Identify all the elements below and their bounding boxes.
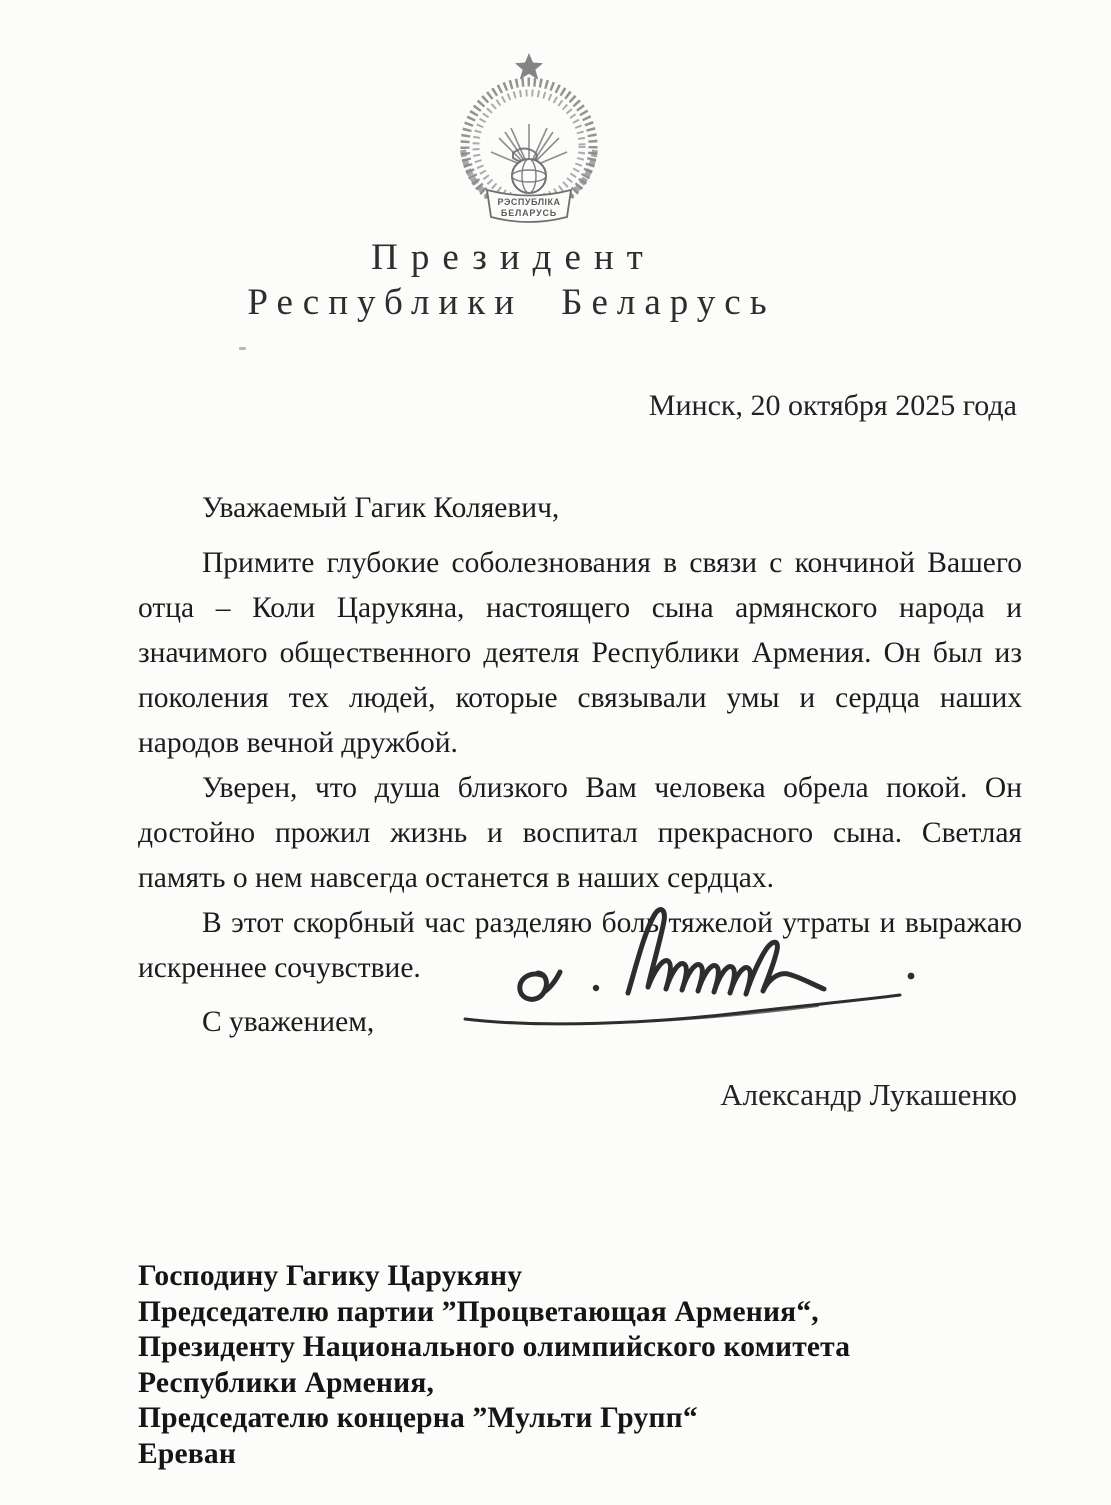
letterhead-title-line1: Президент xyxy=(371,237,656,278)
emblem-ribbon-line1: РЭСПУБЛІКА xyxy=(497,197,561,207)
addressee-line: Ереван xyxy=(138,1437,237,1470)
coat-of-arms-belarus-icon xyxy=(443,50,615,226)
addressee-line: Господину Гагику Царукяну xyxy=(138,1260,523,1292)
paragraph-1: Примите глубокие соболезнования в связи с кончиной Вашего отца – Коли Царукяна, настоящего сына армянского народа и значимого общественного деятеля Республики Армения. Он был из поколения тех людей, которые связывали умы и сердца наших народов вечной дружбой. xyxy=(138,547,1022,759)
letterhead-title-line2: Республики Беларусь xyxy=(247,282,776,323)
scan-artifact xyxy=(239,347,246,350)
dateline: Минск, 20 октября 2025 года xyxy=(648,389,1017,422)
addressee-line: Председателю концерна ”Мульти Групп“ xyxy=(138,1402,698,1435)
paragraph-2: Уверен, что душа близкого Вам человека обрела покой. Он достойно прожил жизнь и воспитал прекрасного сына. Светлая память о нем навсегда останется в наших сердцах. xyxy=(138,772,1022,894)
addressee-line: Председателю партии ”Процветающая Армения“, xyxy=(138,1295,819,1328)
addressee-line: Республики Армения, xyxy=(138,1366,435,1399)
emblem-ribbon-line2: БЕЛАРУСЬ xyxy=(500,208,558,218)
signer-name: Александр Лукашенко xyxy=(720,1077,1017,1112)
addressee-block xyxy=(138,1259,850,1473)
closing-phrase: С уважением, xyxy=(202,1006,375,1038)
addressee-line: Президенту Национального олимпийского комитета xyxy=(138,1331,851,1364)
signature-handwritten-icon xyxy=(448,900,926,1050)
paragraph-3: В этот скорбный час разделяю боль тяжелой утраты и выражаю искреннее сочувствие. xyxy=(138,907,1022,984)
salutation: Уважаемый Гагик Коляевич, xyxy=(202,492,560,524)
